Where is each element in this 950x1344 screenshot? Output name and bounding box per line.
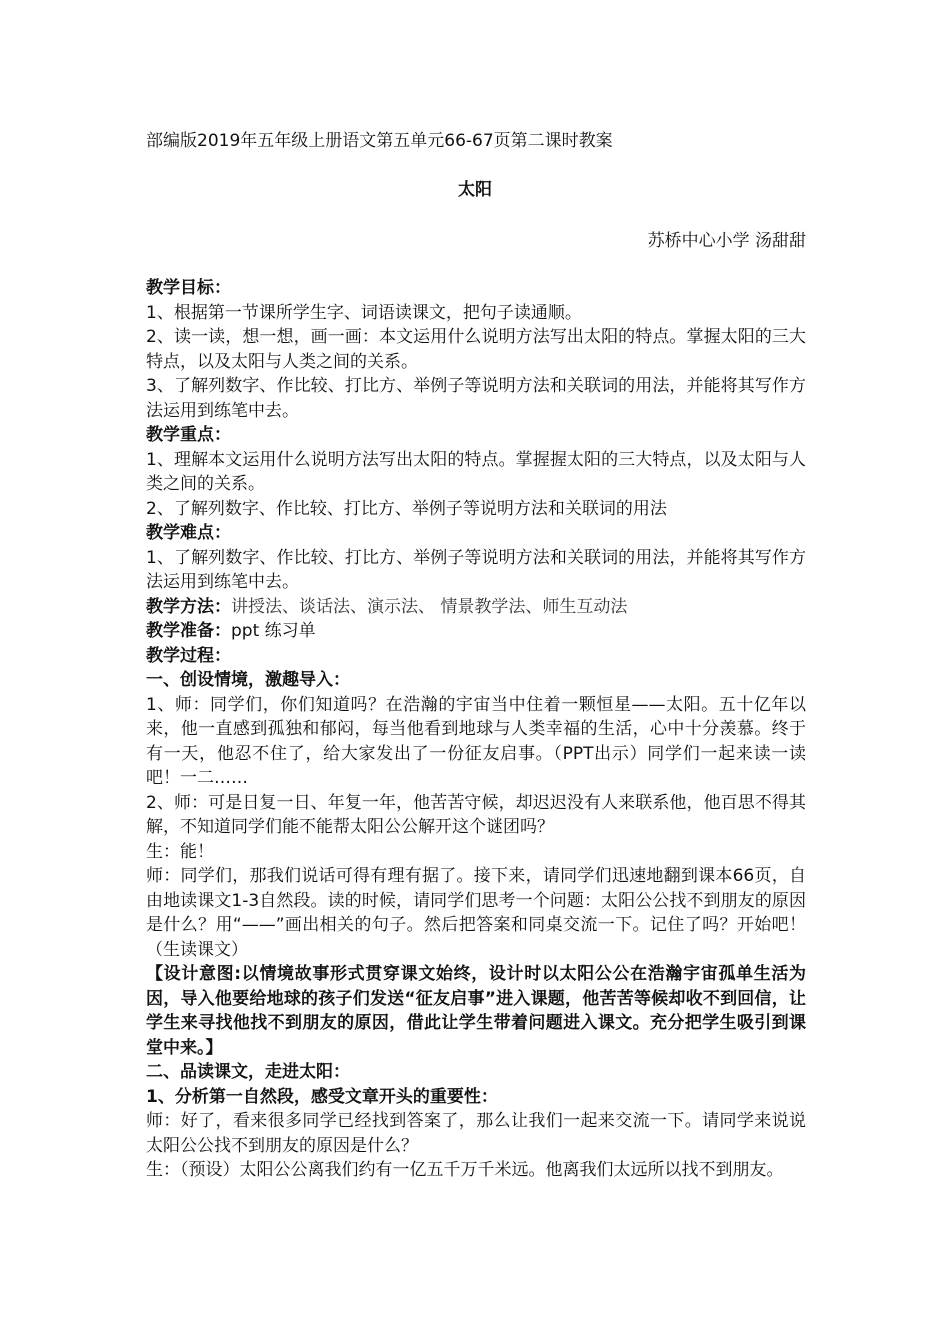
key-point-item: 2、了解列数字、作比较、打比方、举例子等说明方法和关联词的用法: [146, 498, 667, 519]
key-points-heading: 教学重点：: [146, 425, 231, 445]
preparation-line: [146, 619, 806, 644]
document-title: 部编版2019年五年级上册语文第五单元66-67页第二课时教案: [146, 131, 613, 151]
section-2-subheading: 1、分析第一自然段，感受文章开头的重要性：: [146, 1086, 498, 1107]
objective-item: 1、根据第一节课所学生字、词语读课文，把句子读通顺。: [146, 302, 582, 323]
methods-line: [146, 595, 806, 620]
section-1-paragraph: 1、师：同学们，你们知道吗？在浩瀚的宇宙当中住着一颗恒星——太阳。五十亿年以来，他一直感到孤独和郁闷，每当他看到地球与人类幸福的生活，心中十分羡慕。终于有一天，他忍不住了，给大家发出了一份征友启事。（PPT出示）同学们一起来读一读吧！一二……: [146, 694, 806, 788]
methods-value: 讲授法、谈话法、演示法、 情景教学法、师生互动法: [231, 596, 628, 617]
lesson-title: 太阳: [458, 180, 492, 200]
objective-item: 3、了解列数字、作比较、打比方、举例子等说明方法和关联词的用法，并能将其写作方法运用到练笔中去。: [146, 376, 806, 421]
section-2-paragraph: 生：（预设）太阳公公离我们约有一亿五千万千米远。他离我们太远所以找不到朋友。: [146, 1160, 784, 1180]
section-2-paragraph: 师：好了，看来很多同学已经找到答案了，那么让我们一起来交流一下。请同学来说说太阳公公找不到朋友的原因是什么？: [146, 1111, 806, 1156]
objectives-heading: 教学目标：: [146, 278, 231, 298]
section-2-heading: 二、品读课文，走进太阳：: [146, 1062, 350, 1082]
section-1-paragraph: 2、师：可是日复一日、年复一年，他苦苦守候，却迟迟没有人来联系他，他百思不得其解，不知道同学们能不能帮太阳公公解开这个谜团吗？: [146, 792, 806, 837]
preparation-value: ppt 练习单: [231, 621, 316, 641]
process-heading: 教学过程：: [146, 645, 231, 666]
section-1-paragraph: 师：同学们，那我们说话可得有理有据了。接下来，请同学们迅速地翻到课本66页，自由地读课文1-3自然段。读的时候，请同学们思考一个问题：太阳公公找不到朋友的原因是什么？用“——”画出相关的句子。然后把答案和同桌交流一下。记住了吗？开始吧！（生读课文）: [146, 866, 806, 960]
objective-item: 2、读一读，想一想，画一画：本文运用什么说明方法写出太阳的特点。掌握太阳的三大特点，以及太阳与人类之间的关系。: [146, 327, 806, 372]
section-1-paragraph: 生：能！: [146, 841, 214, 862]
section-1-heading: 一、创设情境，激趣导入：: [146, 670, 350, 690]
author-line: 苏桥中心小学 汤甜甜: [647, 231, 806, 251]
design-intent: 【设计意图:以情境故事形式贯穿课文始终，设计时以太阳公公在浩瀚宇宙孤单生活为因，导入他要给地球的孩子们发送“征友启事”进入课题，他苦苦等候却收不到回信，让学生来寻找他找不到朋友的原因，借此让学生带着问题进入课文。充分把学生吸引到课堂中来。】: [146, 964, 806, 1058]
preparation-label: 教学准备：: [146, 621, 231, 641]
difficulty-item: 1、了解列数字、作比较、打比方、举例子等说明方法和关联词的用法，并能将其写作方法运用到练笔中去。: [146, 547, 806, 592]
key-point-item: 1、理解本文运用什么说明方法写出太阳的特点。掌握握太阳的三大特点，以及太阳与人类之间的关系。: [146, 449, 806, 494]
methods-label: 教学方法：: [146, 596, 231, 617]
difficulties-heading: 教学难点：: [146, 523, 231, 543]
document-body: [146, 276, 806, 1183]
